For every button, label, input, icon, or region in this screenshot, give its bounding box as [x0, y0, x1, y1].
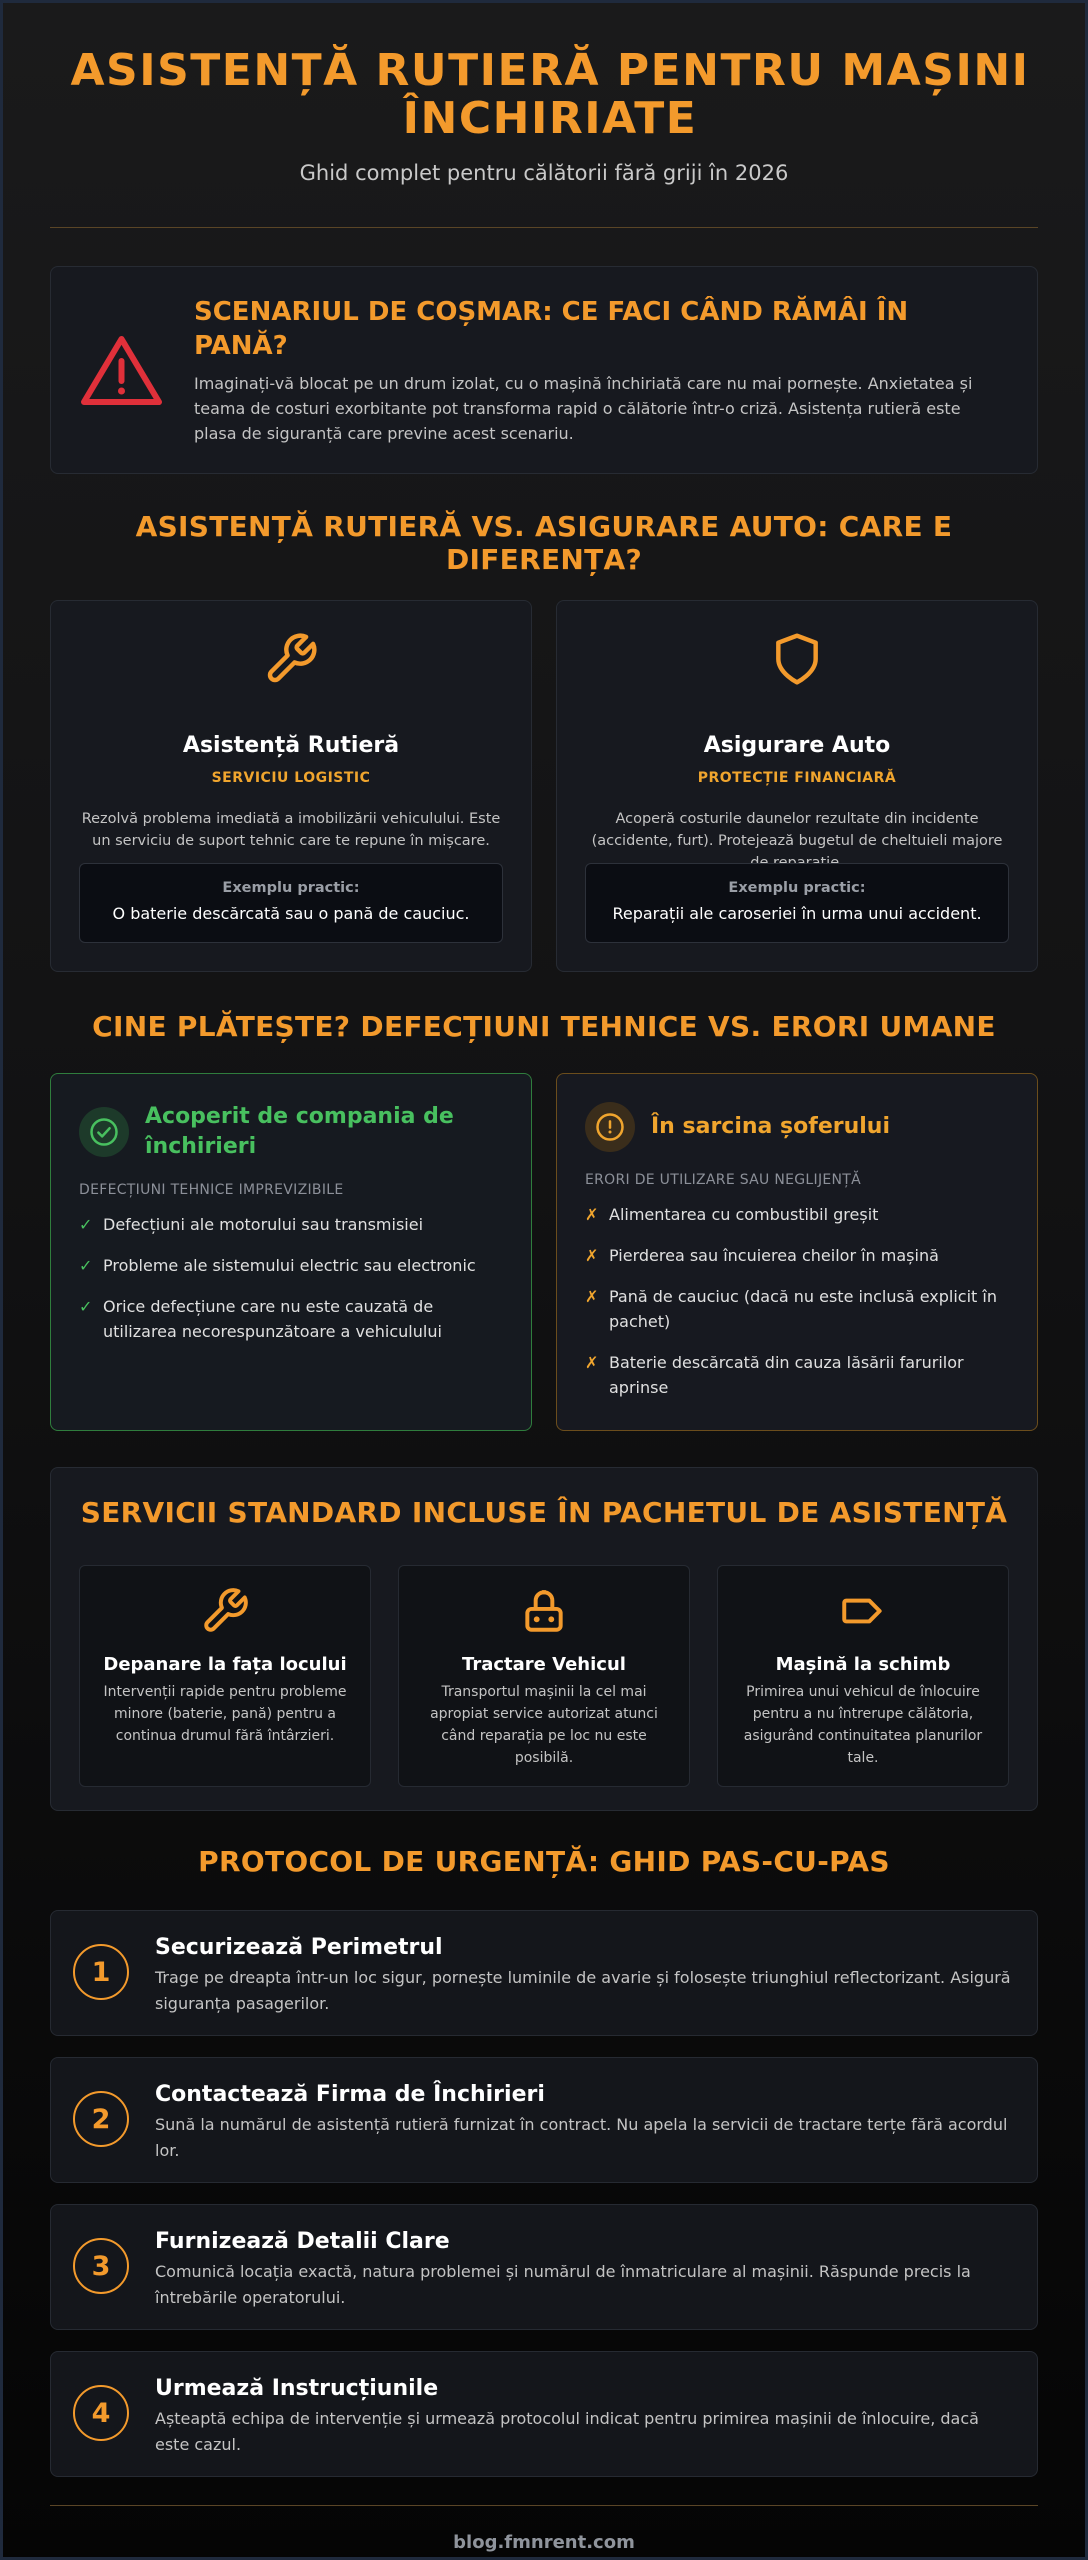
covered-card — [50, 1073, 532, 1431]
step-title: Contactează Firma de Închirieri — [155, 2082, 545, 2107]
wrench-icon — [200, 1586, 250, 1636]
card-description: Rezolvă problema imediată a imobilizării vehiculului. Este un serviciu de suport tehnic care te repune în mișcare. — [81, 811, 501, 849]
step-title: Securizează Perimetrul — [155, 1935, 443, 1960]
list-item: ✗ Pierderea sau încuierea cheilor în mașină — [585, 1243, 1009, 1268]
protocol-step — [50, 2351, 1038, 2477]
page-subtitle: Ghid complet pentru călătorii fără griji în 2026 — [299, 161, 789, 185]
divider — [50, 2505, 1038, 2506]
driver-responsibility-card — [556, 1073, 1038, 1431]
cross-mark-icon: ✗ — [585, 1205, 599, 1224]
step-number: 1 — [73, 1944, 129, 2000]
step-text: Așteaptă echipa de intervenție și urmează protocolul indicat pentru primirea mașinii de înlocuire, dacă este cazul. — [155, 2409, 979, 2454]
service-text: Intervenții rapide pentru probleme minore (baterie, pană) pentru a continua drumul fără întârzieri. — [103, 1684, 347, 1744]
compare-section — [50, 600, 1038, 972]
covered-title: Acoperit de compania de închirieri — [145, 1104, 454, 1159]
card-tag: PROTECȚIE FINANCIARĂ — [697, 770, 897, 786]
example-label: Exemplu practic: — [222, 880, 360, 896]
example-label: Exemplu practic: — [728, 880, 866, 896]
card-tag: SERVICIU LOGISTIC — [211, 770, 371, 786]
service-title: Depanare la fața locului — [103, 1654, 347, 1675]
step-text: Comunică locația exactă, natura problemei și numărul de înmatriculare al mașinii. Răspunde precis la întrebările operatorului. — [155, 2262, 971, 2307]
cross-mark-icon: ✗ — [585, 1287, 599, 1306]
step-text: Trage pe dreapta într-un loc sigur, pornește luminile de avarie și folosește triunghiul reflectorizant. Asigură siguranța pasagerilor. — [155, 1968, 1011, 2013]
example-box — [79, 863, 503, 943]
header — [50, 3, 1038, 185]
step-title: Urmează Instrucțiunile — [155, 2376, 439, 2401]
example-box — [585, 863, 1009, 943]
services-title: SERVICII STANDARD INCLUSE ÎN PACHETUL DE ASISTENȚĂ — [80, 1496, 1008, 1529]
check-mark-icon: ✓ — [79, 1256, 93, 1275]
protocol-steps — [50, 1910, 1038, 2477]
card-title: Asigurare Auto — [703, 733, 891, 758]
car-tag-icon — [838, 1586, 888, 1636]
list-item: ✗ Pană de cauciuc (dacă nu este inclusă explicit în pachet) — [585, 1284, 1009, 1334]
protocol-step — [50, 1910, 1038, 2036]
service-card-repair — [79, 1565, 371, 1787]
alert-circle-icon — [585, 1102, 635, 1152]
divider — [50, 227, 1038, 228]
wrench-icon — [263, 631, 319, 687]
driver-title: În sarcina șoferului — [651, 1114, 891, 1139]
step-number: 3 — [73, 2238, 129, 2294]
service-card-replacement — [717, 1565, 1009, 1787]
covered-subtitle: DEFECȚIUNI TEHNICE IMPREVIZIBILE — [79, 1182, 344, 1198]
step-text: Sună la numărul de asistență rutieră furnizat în contract. Nu apela la servicii de tractare terțe fără acordul lor. — [155, 2115, 1008, 2160]
compare-title: ASISTENȚĂ RUTIERĂ VS. ASIGURARE AUTO: CARE E DIFERENȚA? — [135, 510, 953, 576]
check-circle-icon — [79, 1107, 129, 1157]
protocol-step — [50, 2057, 1038, 2183]
scenario-text: Imaginați-vă blocat pe un drum izolat, cu o mașină închiriată care nu mai pornește. Anxietatea și teama de costuri exorbitante pot transforma rapid o călătorie într-o criză. Asistența rutieră este plasa de siguranță care previne acest scenariu. — [194, 374, 973, 443]
card-description: Acoperă costurile daunelor rezultate din incidente (accidente, furt). Protejează bugetul de cheltuieli majore — [591, 811, 1003, 849]
service-title: Mașină la schimb — [775, 1654, 951, 1675]
example-text: O baterie descărcată sau o pană de cauciuc. — [112, 904, 470, 923]
warning-icon — [79, 333, 164, 408]
driver-list — [585, 1202, 1009, 1400]
list-item: ✓ Orice defecțiune care nu este cauzată de utilizarea necorespunzătoare a vehiculului — [79, 1294, 503, 1344]
car-insurance-card — [556, 600, 1038, 972]
scenario-content — [194, 295, 1007, 473]
service-text: Transportul mașinii la cel mai apropiat service autorizat atunci când reparația pe loc nu este posibilă. — [430, 1684, 658, 1766]
footer-link[interactable]: blog.fmnrent.com — [453, 2532, 635, 2553]
list-item: ✗ Baterie descărcată din cauza lăsării farurilor aprinse — [585, 1350, 1009, 1400]
service-text: Primirea unui vehicul de înlocuire pentru a nu întrerupe călătoria, asigurând continuitatea planurilor tale. — [743, 1684, 983, 1766]
scenario-card — [50, 266, 1038, 474]
check-mark-icon: ✓ — [79, 1297, 93, 1316]
step-title: Furnizează Detalii Clare — [155, 2229, 450, 2254]
tow-truck-icon — [519, 1586, 569, 1636]
step-number: 2 — [73, 2091, 129, 2147]
scenario-title: SCENARIUL DE COȘMAR: CE FACI CÂND RĂMÂI ÎN PANĂ? — [194, 297, 909, 361]
card-title: Asistență Rutieră — [182, 733, 400, 758]
list-item: ✓ Defecțiuni ale motorului sau transmisiei — [79, 1212, 503, 1237]
service-card-towing — [398, 1565, 690, 1787]
protocol-title: PROTOCOL DE URGENȚĂ: GHID PAS-CU-PAS — [198, 1845, 890, 1878]
protocol-step — [50, 2204, 1038, 2330]
page-title: ASISTENȚĂ RUTIERĂ PENTRU MAȘINI ÎNCHIRIATE — [70, 45, 1030, 144]
example-text: Reparații ale caroseriei în urma unui accident. — [612, 904, 982, 923]
list-item: ✗ Alimentarea cu combustibil greșit — [585, 1202, 1009, 1227]
cross-mark-icon: ✗ — [585, 1246, 599, 1265]
shield-icon — [769, 631, 825, 687]
check-mark-icon: ✓ — [79, 1215, 93, 1234]
roadside-assistance-card — [50, 600, 532, 972]
list-item: ✓ Probleme ale sistemului electric sau electronic — [79, 1253, 503, 1278]
step-number: 4 — [73, 2385, 129, 2441]
who-pays-section — [50, 1073, 1038, 1431]
cross-mark-icon: ✗ — [585, 1353, 599, 1372]
covered-list — [79, 1212, 503, 1344]
driver-subtitle: ERORI DE UTILIZARE SAU NEGLIJENȚĂ — [585, 1172, 862, 1188]
service-title: Tractare Vehicul — [462, 1654, 626, 1675]
services-section — [50, 1467, 1038, 1811]
who-pays-title: CINE PLĂTEȘTE? DEFECȚIUNI TEHNICE VS. ERORI UMANE — [92, 1010, 996, 1043]
